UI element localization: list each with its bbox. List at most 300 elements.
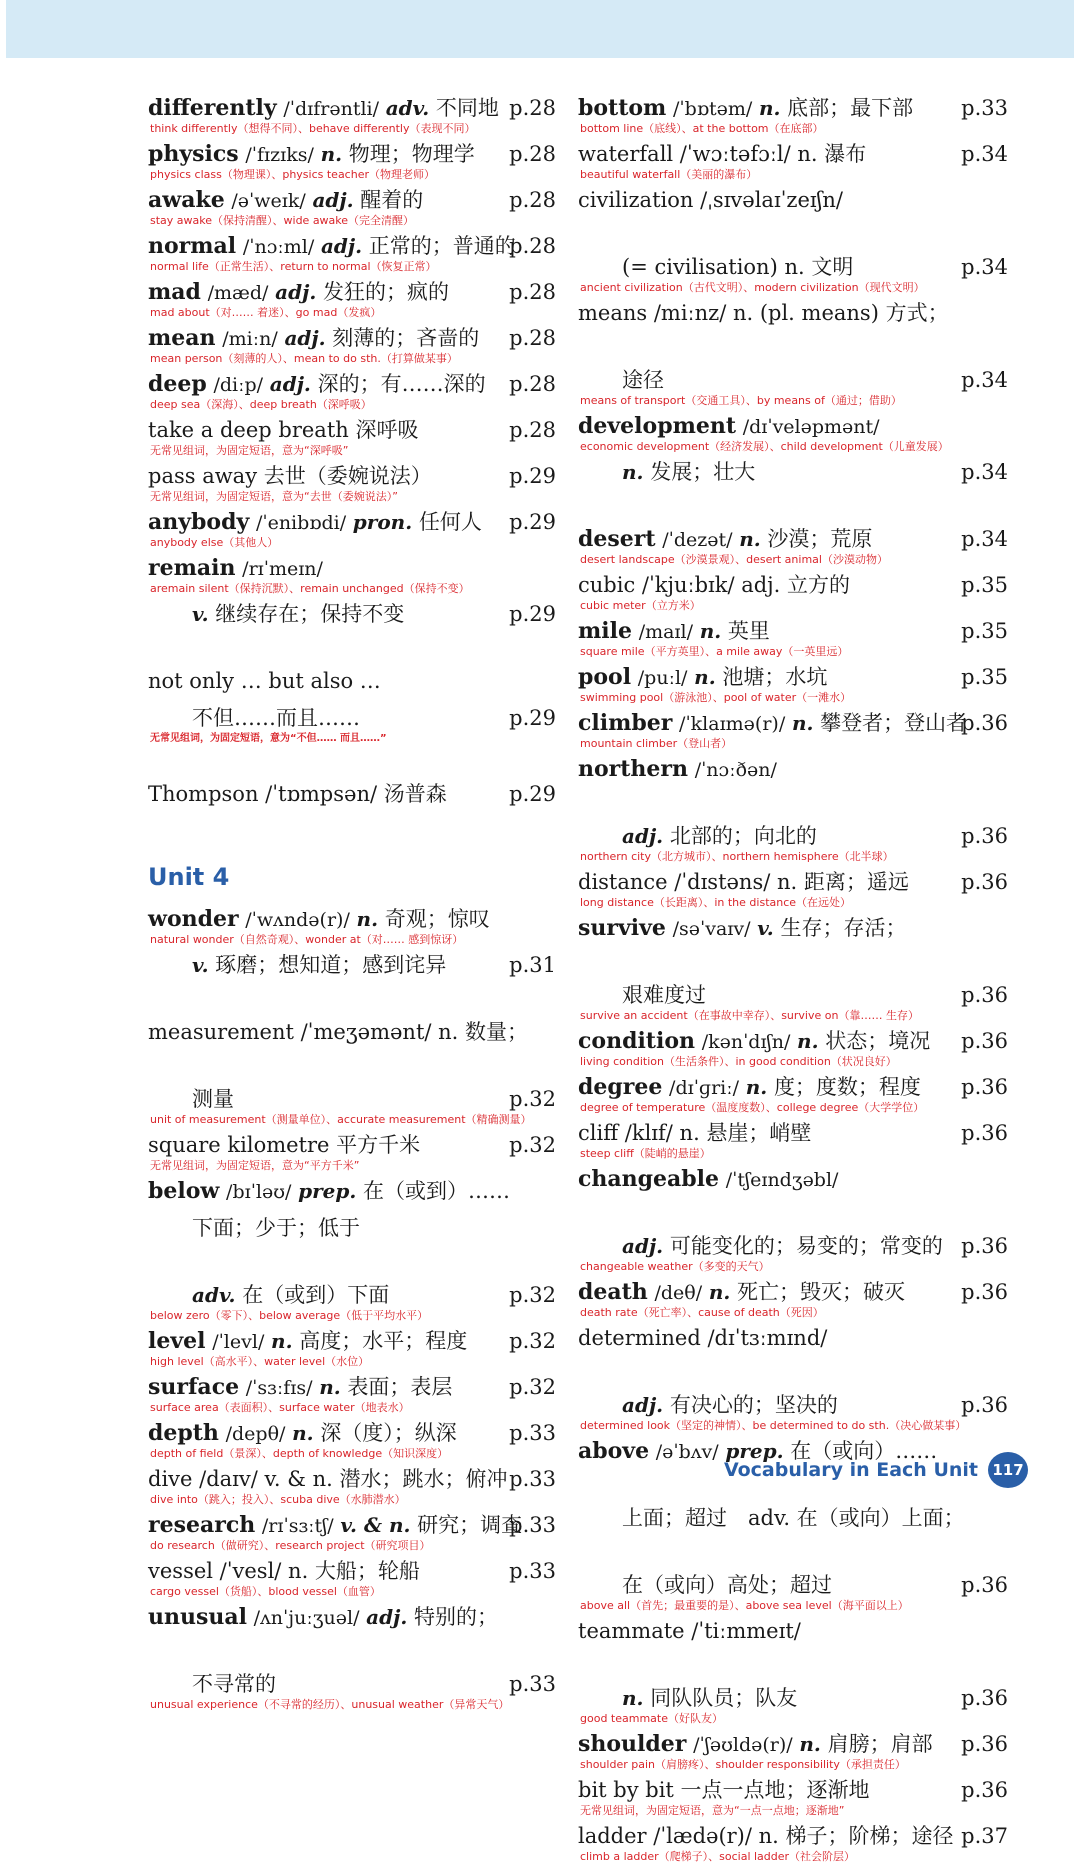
example-collocations: long distance（长距离）、in the distance（在远处） xyxy=(580,896,852,909)
headword: death xyxy=(578,1279,648,1305)
page-ref: p.36 xyxy=(961,711,1008,735)
entry-line xyxy=(578,1115,1008,1152)
entry-text: means /miːnz/ n. (pl. means) 方式； xyxy=(578,301,949,325)
page-ref: p.28 xyxy=(509,188,556,212)
vocab-entry xyxy=(578,362,1008,407)
headword: mad xyxy=(148,279,201,305)
entry-line xyxy=(578,705,1008,742)
page-ref: p.36 xyxy=(961,1121,1008,1145)
entry-text: bit by bit 一点一点地；逐渐地 xyxy=(578,1778,870,1802)
vocab-entry xyxy=(148,182,556,227)
headword: level xyxy=(148,1328,206,1354)
example-collocations: 无常见组词，为固定短语，意为“去世（委婉说法）” xyxy=(150,490,398,503)
entry-line xyxy=(578,1387,1008,1424)
part-of-speech: prep. xyxy=(725,1439,784,1463)
definition: 深（度）；纵深 xyxy=(320,1421,457,1445)
page-ref: p.35 xyxy=(961,573,1008,597)
definition: 表面；表层 xyxy=(347,1375,453,1399)
entry-line xyxy=(148,776,556,813)
spacer xyxy=(148,1051,556,1081)
headword: unusual xyxy=(148,1604,247,1630)
page-ref: p.34 xyxy=(961,460,1008,484)
phonetic: /ˈsɜːfɪs/ xyxy=(245,1377,313,1399)
example-collocations: surface area（表面积）、surface water（地表水） xyxy=(150,1401,410,1414)
vocab-entry xyxy=(148,458,556,503)
entry-line xyxy=(148,228,556,265)
vocab-entry xyxy=(578,90,1008,135)
phonetic: /ʌnˈjuːʒuəl/ xyxy=(253,1607,360,1629)
vocab-entry xyxy=(148,1081,556,1126)
vocab-entry xyxy=(148,596,556,633)
part-of-speech: n. xyxy=(356,907,379,931)
entry-line xyxy=(148,182,556,219)
entry-line xyxy=(578,613,1008,650)
definition: 生存；存活； xyxy=(780,916,907,940)
vocab-entry xyxy=(148,947,556,984)
entry-line xyxy=(148,1323,556,1360)
part-of-speech: adj. xyxy=(269,372,311,396)
entry-text: Thompson /ˈtɒmpsən/ 汤普森 xyxy=(148,782,447,806)
entry-text: take a deep breath 深呼吸 xyxy=(148,418,419,442)
page-ref: p.36 xyxy=(961,824,1008,848)
part-of-speech: adj. xyxy=(320,234,363,258)
part-of-speech: adj. xyxy=(622,1234,664,1258)
page-ref: p.34 xyxy=(961,142,1008,166)
headword: shoulder xyxy=(578,1731,687,1757)
page-ref: p.34 xyxy=(961,527,1008,551)
entry-text: cubic /ˈkjuːbɪk/ adj. 立方的 xyxy=(578,573,851,597)
definition: 在（或向）…… xyxy=(790,1439,938,1463)
definition: 在（或到）下面 xyxy=(242,1283,390,1307)
entry-line xyxy=(578,454,1008,491)
entry-line xyxy=(148,1369,556,1406)
page-ref: p.28 xyxy=(509,234,556,258)
vocab-entry xyxy=(148,1210,556,1247)
page-number-badge: 117 xyxy=(988,1452,1028,1488)
page-ref: p.32 xyxy=(509,1133,556,1157)
page-ref: p.36 xyxy=(961,1686,1008,1710)
phonetic: /miːn/ xyxy=(222,328,278,350)
entry-line xyxy=(148,901,556,938)
page-ref: p.33 xyxy=(509,1467,556,1491)
part-of-speech: n. xyxy=(797,1029,819,1053)
entry-line xyxy=(148,700,556,737)
spacer xyxy=(578,1650,1008,1680)
part-of-speech: prep. xyxy=(298,1179,357,1203)
definition: 奇观；惊叹 xyxy=(384,907,490,931)
entry-line xyxy=(578,136,1008,173)
example-collocations: physics class（物理课）、physics teacher（物理老师） xyxy=(150,168,435,181)
phonetic: /rɪˈsɜːtʃ/ xyxy=(261,1515,334,1537)
page-ref: p.33 xyxy=(509,1513,556,1537)
example-collocations: mad about（对…… 着迷）、go mad（发疯） xyxy=(150,306,382,319)
entry-line xyxy=(148,1081,556,1118)
entry-line xyxy=(578,567,1008,604)
part-of-speech: adj. xyxy=(275,280,317,304)
headword: surface xyxy=(148,1374,240,1400)
entry-text: not only … but also … xyxy=(148,669,381,693)
example-collocations: shoulder pain（肩膀疼）、shoulder responsibility（承担责任） xyxy=(580,1758,906,1771)
page-ref: p.29 xyxy=(509,602,556,626)
headword: pool xyxy=(578,664,632,690)
part-of-speech: n. xyxy=(708,1280,731,1304)
part-of-speech: v. xyxy=(192,602,209,626)
entry-text: pass away 去世（委婉说法） xyxy=(148,464,432,488)
entry-line xyxy=(148,1277,556,1314)
part-of-speech: n. xyxy=(799,1732,821,1756)
page-ref: p.29 xyxy=(509,510,556,534)
phonetic: /ˈklaɪmə(r)/ xyxy=(679,713,786,735)
page-ref: p.36 xyxy=(961,1234,1008,1258)
part-of-speech: n. xyxy=(758,96,781,120)
entry-text: ladder /ˈlædə(r)/ n. 梯子；阶梯；途径 xyxy=(578,1824,954,1848)
vocab-entry xyxy=(578,408,1008,453)
definition: 在（或向）高处；超过 xyxy=(622,1573,832,1597)
phonetic: /maɪl/ xyxy=(638,621,693,643)
vocab-entry xyxy=(148,1369,556,1414)
entry-line xyxy=(578,1500,1008,1537)
example-collocations: 无常见组词，为固定短语，意为“一点一点地；逐渐地” xyxy=(580,1804,845,1817)
headword: above xyxy=(578,1438,650,1464)
part-of-speech: adj. xyxy=(622,824,664,848)
entry-line xyxy=(578,1274,1008,1311)
vocab-entry xyxy=(578,521,1008,566)
entry-text: dive /daɪv/ v. & n. 潜水；跳水；俯冲 xyxy=(148,1467,508,1491)
entry-line xyxy=(148,274,556,311)
page-ref: p.32 xyxy=(509,1375,556,1399)
definition: 艰难度过 xyxy=(622,983,706,1007)
entry-line xyxy=(148,1461,556,1498)
headword: condition xyxy=(578,1028,695,1054)
vocab-entry xyxy=(148,228,556,273)
headword: changeable xyxy=(578,1166,720,1192)
example-collocations: normal life（正常生活）、return to normal（恢复正常） xyxy=(150,260,437,273)
example-collocations: high level（高水平）、water level（水位） xyxy=(150,1355,370,1368)
headword: northern xyxy=(578,756,688,782)
entry-line xyxy=(578,1228,1008,1265)
entry-line xyxy=(578,362,1008,399)
definition: 研究；调查 xyxy=(417,1513,523,1537)
headword: desert xyxy=(578,526,656,552)
entry-text: cliff /klɪf/ n. 悬崖；峭壁 xyxy=(578,1121,812,1145)
entry-line xyxy=(578,1680,1008,1717)
page-ref: p.36 xyxy=(961,1029,1008,1053)
vocab-entry xyxy=(148,1277,556,1322)
example-collocations: means of transport（交通工具）、by means of（通过；借助） xyxy=(580,394,902,407)
page-ref: p.32 xyxy=(509,1283,556,1307)
entry-line xyxy=(578,1772,1008,1809)
vocab-entry xyxy=(578,182,1008,219)
vocab-entry xyxy=(148,1553,556,1598)
page-ref: p.33 xyxy=(961,96,1008,120)
part-of-speech: adj. xyxy=(284,326,326,350)
entry-line xyxy=(578,910,1008,947)
entry-line xyxy=(148,412,556,449)
example-collocations: dive into（跳入；投入）、scuba dive（水肺潜水） xyxy=(150,1493,406,1506)
entry-line xyxy=(148,1599,556,1636)
entry-line xyxy=(148,596,556,633)
entry-line xyxy=(148,1415,556,1452)
vocab-entry xyxy=(578,910,1008,947)
page-ref: p.29 xyxy=(509,706,556,730)
definition: 同队队员；队友 xyxy=(650,1686,798,1710)
headword: below xyxy=(148,1178,220,1204)
definition: 底部；最下部 xyxy=(787,96,914,120)
spacer xyxy=(148,746,556,776)
part-of-speech: n. xyxy=(319,1375,341,1399)
entry-line xyxy=(578,182,1008,219)
part-of-speech: n. xyxy=(699,619,722,643)
vocab-entry xyxy=(578,1115,1008,1160)
part-of-speech: adv. xyxy=(385,96,430,120)
part-of-speech: v. & n. xyxy=(340,1513,411,1537)
definition: 有决心的；坚决的 xyxy=(669,1393,838,1417)
spacer xyxy=(578,1537,1008,1567)
entry-line xyxy=(148,1014,556,1051)
page-ref: p.36 xyxy=(961,1732,1008,1756)
example-collocations: death rate（死亡率）、cause of death（死因） xyxy=(580,1306,824,1319)
example-collocations: aremain silent（保持沉默）、remain unchanged（保持不变） xyxy=(150,582,470,595)
example-collocations: degree of temperature（温度度数）、college degree（大学学位） xyxy=(580,1101,925,1114)
page-ref: p.28 xyxy=(509,418,556,442)
example-collocations: changeable weather（多变的天气） xyxy=(580,1260,770,1273)
vocab-entry xyxy=(148,320,556,365)
entry-line xyxy=(578,295,1008,332)
vocab-entry xyxy=(578,751,1008,788)
definition: 可能变化的；易变的；常变的 xyxy=(669,1234,943,1258)
headword: bottom xyxy=(578,95,667,121)
example-collocations: 无常见组词，为固定短语，意为“平方千米” xyxy=(150,1159,360,1172)
definition: 沙漠；荒原 xyxy=(767,527,873,551)
page-ref: p.33 xyxy=(509,1672,556,1696)
example-collocations: climb a ladder（爬梯子）、social ladder（社会阶层） xyxy=(580,1850,856,1863)
page-ref: p.29 xyxy=(509,464,556,488)
part-of-speech: pron. xyxy=(352,510,413,534)
part-of-speech: adv. xyxy=(192,1283,236,1307)
entry-line xyxy=(578,1567,1008,1604)
example-collocations: desert landscape（沙漠景观）、desert animal（沙漠动物） xyxy=(580,553,888,566)
vocab-entry xyxy=(578,1500,1008,1537)
vocab-entry xyxy=(578,1023,1008,1068)
vocab-entry xyxy=(148,1014,556,1051)
page-ref: p.36 xyxy=(961,1778,1008,1802)
page-ref: p.36 xyxy=(961,1573,1008,1597)
definition: 正常的；普通的 xyxy=(368,234,516,258)
vocab-entry xyxy=(148,1507,556,1552)
vocab-entry xyxy=(148,1323,556,1368)
spacer xyxy=(578,1198,1008,1228)
definition: 肩膀；肩部 xyxy=(827,1732,933,1756)
vocab-entry xyxy=(578,454,1008,491)
example-collocations: cargo vessel（货船）、blood vessel（血管） xyxy=(150,1585,381,1598)
page-ref: p.36 xyxy=(961,870,1008,894)
page-ref: p.37 xyxy=(961,1824,1008,1848)
vocab-entry xyxy=(578,1228,1008,1273)
definition: 在（或到）…… xyxy=(363,1179,510,1203)
entry-line xyxy=(578,1726,1008,1763)
example-collocations: deep sea（深海）、deep breath（深呼吸） xyxy=(150,398,372,411)
page-ref: p.28 xyxy=(509,96,556,120)
right-column xyxy=(578,90,1008,1864)
vocab-entry xyxy=(578,659,1008,704)
entry-line xyxy=(148,663,556,700)
example-collocations: living condition（生活条件）、in good condition（状况良好） xyxy=(580,1055,897,1068)
definition: 池塘；水坑 xyxy=(722,665,828,689)
part-of-speech: n. xyxy=(292,1421,314,1445)
example-collocations: natural wonder（自然奇观）、wonder at（对…… 感到惊讶） xyxy=(150,933,464,946)
phonetic: /ˈnɔːml/ xyxy=(242,236,315,258)
example-collocations: ancient civilization（古代文明）、modern civilization（现代文明） xyxy=(580,281,925,294)
definition: (= civilisation) n. 文明 xyxy=(622,255,854,279)
headword: climber xyxy=(578,710,673,736)
vocab-entry xyxy=(148,1461,556,1506)
spacer xyxy=(578,332,1008,362)
entry-line xyxy=(148,1666,556,1703)
part-of-speech: adj. xyxy=(312,188,354,212)
header-band xyxy=(6,0,1074,58)
part-of-speech: n. xyxy=(791,711,814,735)
spacer xyxy=(578,219,1008,249)
phonetic: /əˈweɪk/ xyxy=(231,190,306,212)
vocab-entry xyxy=(148,366,556,411)
vocab-entry xyxy=(578,1069,1008,1114)
entry-line xyxy=(578,864,1008,901)
page-ref: p.31 xyxy=(509,953,556,977)
entry-line xyxy=(148,320,556,357)
vocab-entry xyxy=(578,1567,1008,1612)
entry-line xyxy=(578,1069,1008,1106)
vocab-entry xyxy=(578,818,1008,863)
definition: 特别的； xyxy=(414,1605,499,1629)
entry-text: vessel /ˈvesl/ n. 大船；轮船 xyxy=(148,1559,420,1583)
headword: wonder xyxy=(148,906,239,932)
phonetic: /ˈbɒtəm/ xyxy=(673,98,753,120)
vocab-entry xyxy=(148,776,556,813)
spacer xyxy=(148,633,556,663)
part-of-speech: n. xyxy=(745,1075,768,1099)
definition: 发狂的；疯的 xyxy=(322,280,449,304)
part-of-speech: n. xyxy=(320,142,343,166)
vocab-entry xyxy=(148,1666,556,1711)
phonetic: /ˈdezət/ xyxy=(662,529,733,551)
entry-text: civilization /ˌsɪvəlaɪˈzeɪʃn/ xyxy=(578,188,843,212)
vocab-entry xyxy=(148,136,556,181)
example-collocations: mountain climber（登山者） xyxy=(580,737,733,750)
definition: 状态；境况 xyxy=(825,1029,931,1053)
entry-line xyxy=(578,818,1008,855)
definition: 下面；少于；低于 xyxy=(192,1216,360,1240)
spacer xyxy=(578,788,1008,818)
entry-line xyxy=(148,366,556,403)
definition: 度；度数；程度 xyxy=(773,1075,921,1099)
definition: 不寻常的 xyxy=(192,1672,276,1696)
entry-line xyxy=(578,90,1008,127)
headword: depth xyxy=(148,1420,219,1446)
page-ref: p.33 xyxy=(509,1421,556,1445)
entry-text: determined /dɪˈtɜːmɪnd/ xyxy=(578,1326,828,1350)
definition: 死亡；毁灭；破灭 xyxy=(737,1280,906,1304)
headword: development xyxy=(578,413,737,439)
vocab-entry xyxy=(148,90,556,135)
definition: 上面；超过 adv. 在（或向）上面； xyxy=(622,1506,965,1530)
phonetic: /əˈbʌv/ xyxy=(655,1441,719,1463)
definition: 继续存在；保持不变 xyxy=(215,602,405,626)
phonetic: /bɪˈləʊ/ xyxy=(226,1181,292,1203)
example-collocations: swimming pool（游泳池）、pool of water（一滩水） xyxy=(580,691,852,704)
usage-note: 无常见组词，为固定短语，意为“不但…… 而且……” xyxy=(150,733,387,744)
headword: mean xyxy=(148,325,216,351)
spacer xyxy=(578,1357,1008,1387)
definition: 琢磨；想知道；感到诧异 xyxy=(215,953,447,977)
entry-line xyxy=(578,1818,1008,1855)
entry-line xyxy=(148,1553,556,1590)
vocab-entry xyxy=(578,864,1008,909)
entry-text: teammate /ˈtiːmmeɪt/ xyxy=(578,1619,801,1643)
vocab-entry xyxy=(148,504,556,549)
entry-line xyxy=(148,1210,556,1247)
entry-line xyxy=(578,1320,1008,1357)
entry-line xyxy=(148,90,556,127)
entry-text: waterfall /ˈwɔːtəfɔːl/ n. 瀑布 xyxy=(578,142,867,166)
phonetic: /ˈdɪfrəntli/ xyxy=(283,98,380,120)
phonetic: /ˈfɪzɪks/ xyxy=(245,144,314,166)
part-of-speech: n. xyxy=(694,665,716,689)
vocab-entry xyxy=(578,249,1008,294)
vocab-entry xyxy=(148,550,556,595)
vocab-entry xyxy=(148,1599,556,1636)
example-collocations: determined look（坚定的神情）、be determined to do sth.（决心做某事） xyxy=(580,1419,967,1432)
headword: survive xyxy=(578,915,666,941)
vocab-entry xyxy=(578,1161,1008,1198)
entry-line xyxy=(578,751,1008,788)
page-ref: p.34 xyxy=(961,368,1008,392)
part-of-speech: v. xyxy=(757,916,774,940)
entry-line xyxy=(148,504,556,541)
example-collocations: anybody else（其他人） xyxy=(150,536,279,549)
page-ref: p.33 xyxy=(509,1559,556,1583)
headword: mile xyxy=(578,618,632,644)
headword: normal xyxy=(148,233,237,259)
example-collocations: northern city（北方城市）、northern hemisphere（北半球） xyxy=(580,850,894,863)
entry-line xyxy=(578,249,1008,286)
left-column xyxy=(148,90,556,1712)
entry-line xyxy=(578,1161,1008,1198)
entry-line xyxy=(148,947,556,984)
unit-heading: Unit 4 xyxy=(148,863,230,891)
headword: deep xyxy=(148,371,207,397)
entry-line xyxy=(578,408,1008,445)
vocab-entry xyxy=(578,1818,1008,1863)
phonetic: /ˈenibɒdi/ xyxy=(255,512,347,534)
definition: 攀登者；登山者 xyxy=(820,711,968,735)
vocab-entry xyxy=(578,567,1008,612)
phonetic: /rɪˈmeɪn/ xyxy=(242,558,323,580)
definition: 任何人 xyxy=(418,510,482,534)
example-collocations: steep cliff（陡峭的悬崖） xyxy=(580,1147,711,1160)
example-collocations: unit of measurement（测量单位）、accurate measurement（精确测量） xyxy=(150,1113,532,1126)
example-collocations: above all（首先；最重要的是）、above sea level（海平面以上） xyxy=(580,1599,909,1612)
page-ref: p.35 xyxy=(961,665,1008,689)
vocab-entry xyxy=(148,274,556,319)
phonetic: /ˈwʌndə(r)/ xyxy=(245,909,350,931)
phonetic: /səˈvaɪv/ xyxy=(672,918,751,940)
headword: physics xyxy=(148,141,239,167)
page-footer xyxy=(724,1452,1028,1488)
definition: 物理；物理学 xyxy=(348,142,475,166)
entry-line xyxy=(578,1613,1008,1650)
vocab-entry xyxy=(578,1387,1008,1432)
example-collocations: good teammate（好队友） xyxy=(580,1712,723,1725)
